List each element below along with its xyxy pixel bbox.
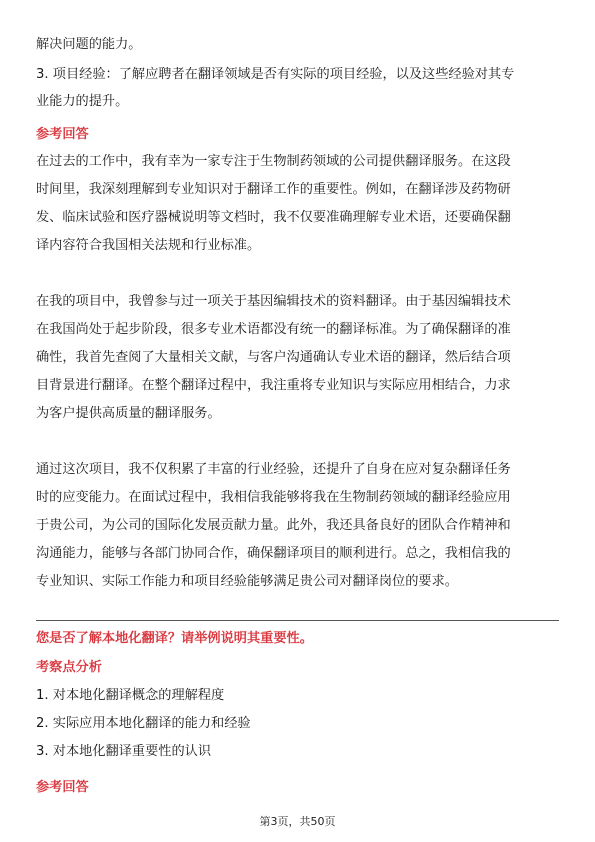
answer-paragraph-3-line: 专业知识、实际工作能力和项目经验能够满足贵公司对翻译岗位的要求。 [36,574,458,589]
answer-paragraph-2-line: 为客户提供高质量的翻译服务。 [36,406,221,421]
criterion-item-3-line-2: 业能力的提升。 [36,94,129,109]
answer-paragraph-3-line: 沟通能力，能够与各部门协同合作，确保翻译项目的顺利进行。总之，我相信我的 [36,546,511,561]
analysis-point: 2. 实际应用本地化翻译的能力和经验 [36,716,251,731]
criterion-item-3-line-1: 3. 项目经验：了解应聘者在翻译领域是否有实际的项目经验，以及这些经验对其专 [36,67,515,82]
answer-paragraph-1-line: 发、临床试验和医疗器械说明等文档时，我不仅要准确理解专业术语，还要确保翻 [36,210,511,225]
answer-paragraph-3-line: 时的应变能力。在面试过程中，我相信我能够将我在生物制药领域的翻译经验应用 [36,490,511,505]
answer-paragraph-3-line: 于贵公司，为公司的国际化发展贡献力量。此外，我还具备良好的团队合作精神和 [36,518,511,533]
page-number: 第3页，共50页 [259,815,336,828]
analysis-heading: 考察点分析 [36,660,102,675]
answer-paragraph-2-line: 目背景进行翻译。在整个翻译过程中，我注重将专业知识与实际应用相结合，力求 [36,378,511,393]
reference-answer-heading: 参考回答 [36,127,89,142]
answer-paragraph-2-line: 在我国尚处于起步阶段，很多专业术语都没有统一的翻译标准。为了确保翻译的准 [36,322,511,337]
question-heading: 您是否了解本地化翻译？请举例说明其重要性。 [36,631,313,646]
answer-paragraph-1-line: 在过去的工作中，我有幸为一家专注于生物制药领域的公司提供翻译服务。在这段 [36,154,511,169]
reference-answer-heading-2: 参考回答 [36,780,89,795]
answer-paragraph-2-line: 确性，我首先查阅了大量相关文献，与客户沟通确认专业术语的翻译，然后结合项 [36,350,511,365]
continuation-text: 解决问题的能力。 [36,37,142,52]
answer-paragraph-3-line: 通过这次项目，我不仅积累了丰富的行业经验，还提升了自身在应对复杂翻译任务 [36,462,511,477]
analysis-point: 3. 对本地化翻译重要性的认识 [36,744,212,759]
answer-paragraph-1-line: 译内容符合我国相关法规和行业标准。 [36,238,261,253]
analysis-point: 1. 对本地化翻译概念的理解程度 [36,688,225,703]
section-divider [36,620,559,621]
answer-paragraph-1-line: 时间里，我深刻理解到专业知识对于翻译工作的重要性。例如，在翻译涉及药物研 [36,182,511,197]
answer-paragraph-2-line: 在我的项目中，我曾参与过一项关于基因编辑技术的资料翻译。由于基因编辑技术 [36,294,511,309]
